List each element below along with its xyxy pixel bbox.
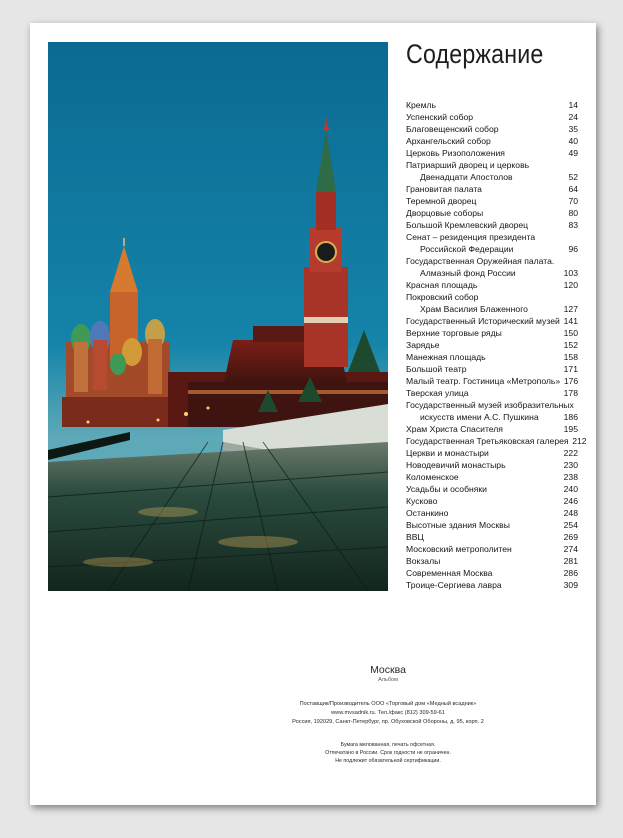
toc-entry [406,255,578,267]
toc-entry [406,543,578,555]
toc-entry [406,135,578,147]
toc-entry-page: 103 [563,268,578,278]
toc-entry-label: Покровский собор [406,292,479,302]
toc-entry [406,327,578,339]
toc-entry [406,555,578,567]
toc-entry [406,159,578,171]
toc-entry-page: 120 [563,280,578,290]
toc-entry-page: 238 [563,472,578,482]
toc-entry-page: 96 [568,244,578,254]
toc-entry-page: 178 [563,388,578,398]
toc-entry [406,111,578,123]
print-note-line: Отпечатано в России. Срок годности не ограничен. [325,750,451,756]
print-note-line: Не подлежит обязательной сертификации. [335,758,441,764]
toc-entry [406,303,578,315]
publisher-info [180,700,596,727]
toc-entry-page: 14 [568,100,578,110]
toc-entry-label: Двенадцати Апостолов [420,172,513,182]
toc-entry [406,459,578,471]
toc-entry [406,423,578,435]
toc-entry-label: Высотные здания Москвы [406,520,510,530]
toc-entry-page: 274 [563,544,578,554]
print-notes [180,741,596,765]
toc-entry [406,483,578,495]
toc-entry-label: Кусково [406,496,438,506]
toc-entry-label: Красная площадь [406,280,478,290]
book-title: Москва [370,664,406,676]
toc-entry-page: 141 [563,316,578,326]
toc-entry-page: 254 [563,520,578,530]
publisher-line: www.mvsadnik.ru. Тел./факс (812) 309-59-61 [331,710,445,716]
toc-entry-page: 248 [563,508,578,518]
toc-entry-label: Дворцовые соборы [406,208,484,218]
toc-entry [406,267,578,279]
toc-entry-label: Современная Москва [406,568,493,578]
toc-entry-page: 186 [563,412,578,422]
toc-entry-label: Российской Федерации [420,244,514,254]
toc-entry-page: 281 [563,556,578,566]
toc-entry-label: искусств имени А.С. Пушкина [420,412,539,422]
toc-entry-label: Благовещенский собор [406,124,499,134]
toc-entry-page: 176 [563,376,579,386]
toc-entry-label: Храм Христа Спасителя [406,424,503,434]
toc-entry-label: Грановитая палата [406,184,482,194]
toc-entry [406,363,578,375]
toc-entry [406,243,578,255]
toc-entry [406,351,578,363]
toc-entry-page: 70 [568,196,578,206]
toc-entry-page: 230 [563,460,578,470]
toc-title: Содержание [406,39,544,69]
toc-entry-label: ВВЦ [406,532,424,542]
toc-entry [406,471,578,483]
publisher-line: Россия, 192029, Санкт-Петербург, пр. Обуховской Обороны, д. 95, корп. 2 [292,719,484,725]
toc-entry-label: Храм Василия Блаженного [420,304,528,314]
toc-entry-page: 24 [568,112,578,122]
toc-entry-label: Манежная площадь [406,352,486,362]
toc-entry-page: 222 [563,448,578,458]
publisher-line: Поставщик/Производитель ООО «Торговый дом «Медный всадник» [299,701,477,707]
toc-entry [406,507,578,519]
toc-entry [406,495,578,507]
toc-entry-page: 309 [563,580,578,590]
toc-entry-page: 152 [563,340,578,350]
toc-entry-page: 49 [568,148,578,158]
toc-entry-label: Троице-Сергиева лавра [406,580,502,590]
toc-entry-page: 80 [568,208,578,218]
toc-entry-page: 269 [563,532,578,542]
toc-entry-page: 286 [563,568,578,578]
toc-entry-label: Церковь Ризоположения [406,148,505,158]
toc-entry-label: Теремной дворец [406,196,477,206]
toc-entry-page: 150 [563,328,578,338]
book-subtitle: Альбом [378,677,398,683]
toc-entry [406,231,578,243]
toc-entry [406,531,578,543]
toc-entry [406,567,578,579]
colophon [30,664,596,765]
toc-entry [406,171,578,183]
toc-entry [406,291,578,303]
toc-entry-label: Государственная Оружейная палата. [406,256,555,266]
toc-entry-page: 246 [563,496,578,506]
toc-entry-label: Кремль [406,100,436,110]
toc-entry [406,195,578,207]
toc-entry-label: Зарядье [406,340,440,350]
toc-entry [406,375,578,387]
toc-entry [406,435,587,447]
toc-entry [406,411,578,423]
toc-entry [406,183,578,195]
toc-entry [406,279,578,291]
red-square-photo [48,42,388,591]
toc-entry-label: Усадьбы и особняки [406,484,487,494]
toc-entry [406,399,578,411]
toc-entry-page: 240 [563,484,578,494]
toc-entry [406,579,578,591]
toc-entry-page: 40 [568,136,578,146]
red-square-night-illustration [48,42,388,591]
toc-entry [406,519,578,531]
toc-entry-label: Вокзалы [406,556,441,566]
toc-entry-page: 171 [563,364,578,374]
toc-entry [406,99,578,111]
print-note-line: Бумага мелованная, печать офсетная. [340,742,436,748]
toc-entry-page: 83 [568,220,578,230]
toc-entry-page: 212 [572,436,587,446]
toc-entry [406,219,578,231]
toc-entry-label: Большой Кремлевский дворец [406,220,529,230]
toc-entry-label: Верхние торговые ряды [406,328,502,338]
book-page [30,23,596,805]
toc-entry [406,339,578,351]
toc-entry-page: 52 [568,172,578,182]
toc-entry-label: Новодевичий монастырь [406,460,506,470]
toc-entry-label: Государственный музей изобразительных [406,400,574,410]
toc-entry-label: Останкино [406,508,449,518]
toc-entry-label: Государственный Исторический музей [406,316,560,326]
toc-entry-page: 195 [563,424,578,434]
table-of-contents [406,99,587,591]
toc-entry-label: Алмазный фонд России [420,268,516,278]
toc-entry-label: Коломенское [406,472,459,482]
toc-entry-page: 35 [568,124,578,134]
toc-entry [406,147,578,159]
toc-entry-label: Московский метрополитен [406,544,512,554]
toc-entry-label: Церкви и монастыри [406,448,489,458]
toc-entry-page: 64 [568,184,578,194]
toc-entry [406,207,578,219]
toc-entry [406,123,578,135]
toc-entry-label: Успенский собор [406,112,474,122]
toc-entry [406,315,578,327]
toc-entry-label: Патриарший дворец и церковь [406,160,530,170]
toc-entry-label: Большой театр [406,364,467,374]
toc-entry-page: 158 [563,352,578,362]
toc-entry [406,447,578,459]
toc-entry-page: 127 [563,304,578,314]
toc-entry-label: Сенат – резиденция президента [406,232,536,242]
toc-entry-label: Государственная Третьяковская галерея [406,436,569,446]
toc-entry-label: Тверская улица [406,388,469,398]
toc-entry-label: Архангельский собор [406,136,491,146]
toc-entry-label: Малый театр. Гостиница «Метрополь» [406,376,561,386]
toc-entry [406,387,578,399]
